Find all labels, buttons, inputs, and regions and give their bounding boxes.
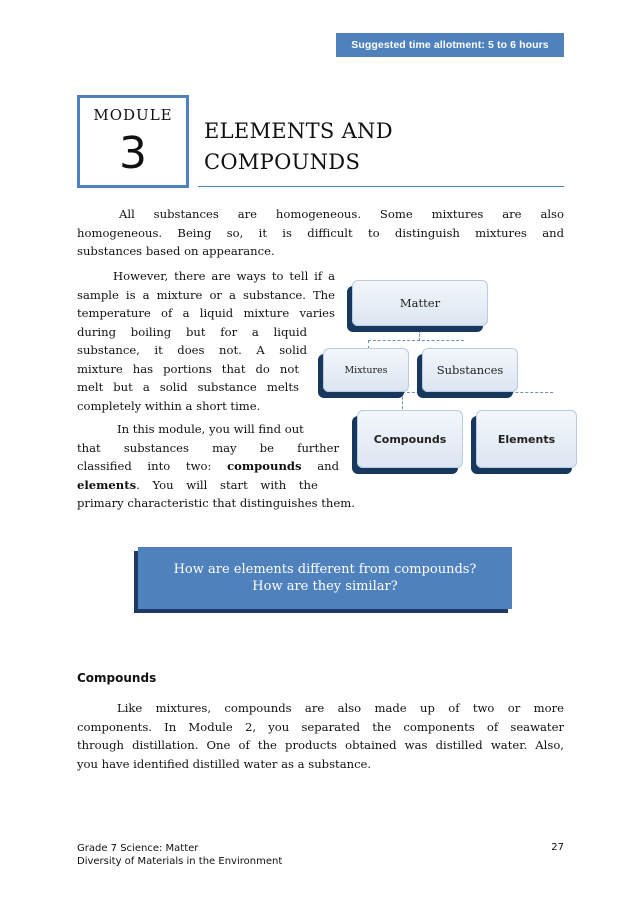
intro-line-2: homogeneous. Being so, it is difficult to distinguish mixtures and: [77, 225, 564, 240]
title-line-2: COMPOUNDS: [204, 150, 361, 174]
module-number: 3: [119, 128, 147, 179]
page-number: 27: [551, 842, 564, 853]
connector-substances-branch: [402, 392, 553, 409]
module-label: MODULE: [93, 106, 173, 124]
para3-line-3: [77, 457, 339, 476]
connector-matter-down: [419, 326, 420, 341]
diagram-box-mixtures: Mixtures: [323, 348, 409, 392]
para3-line-3-and: and: [317, 459, 340, 473]
para3-line-5: primary characteristic that distinguishes them.: [77, 496, 355, 510]
title-underline: [198, 186, 564, 187]
para3-line-2: that substances may be further: [77, 440, 339, 455]
para3-line-4-text: . You will start with the: [136, 477, 318, 492]
term-compounds: compounds: [227, 459, 302, 473]
section-heading-compounds: Compounds: [77, 671, 157, 685]
intro-line-3: substances based on appearance.: [77, 244, 275, 258]
page-footer: [77, 842, 282, 868]
question-line-1: How are elements different from compounds?: [173, 562, 477, 577]
para2-line-1: However, there are ways to tell if a: [113, 269, 335, 283]
question-line-2: How are they similar?: [252, 579, 398, 594]
para2-line-3: temperature of a liquid mixture varies: [77, 306, 335, 320]
term-elements: elements: [77, 477, 137, 492]
diagram-box-elements: Elements: [476, 410, 577, 468]
intro-paragraph: [77, 205, 564, 261]
classification-diagram: [320, 270, 590, 485]
para2-line-2: sample is a mixture or a substance. The: [77, 287, 335, 302]
intro-line-1: All substances are homogeneous. Some mixtures are also: [119, 207, 564, 221]
module-box: [77, 95, 189, 188]
diagram-box-matter: Matter: [352, 280, 488, 326]
guide-question-banner: [138, 547, 512, 609]
para2-line-6: mixture has portions that do not: [77, 361, 299, 376]
diagram-box-substances: Substances: [422, 348, 518, 392]
para4-line-2: components. In Module 2, you separated the components of seawater: [77, 719, 564, 734]
time-allotment-badge: Suggested time allotment: 5 to 6 hours: [336, 33, 564, 57]
paragraph-4: [77, 699, 564, 773]
para3-line-3-text: classified into two:: [77, 459, 212, 473]
title-line-1: ELEMENTS AND: [204, 119, 393, 143]
para2-line-7: melt but a solid substance melts: [77, 380, 299, 394]
page-title: [204, 116, 393, 178]
paragraph-2: [77, 267, 335, 415]
para4-line-1: Like mixtures, compounds are also made up of two or more: [117, 701, 564, 715]
para3-line-4: [77, 476, 339, 495]
para4-line-4: you have identified distilled water as a substance.: [77, 756, 372, 771]
para2-line-5: substance, it does not. A solid: [77, 343, 307, 357]
para2-line-4: during boiling but for a liquid: [77, 324, 307, 339]
para3-line-1: In this module, you will find out: [117, 422, 304, 436]
footer-line-2: Diversity of Materials in the Environment: [77, 856, 283, 867]
para4-line-3: through distillation. One of the products obtained was distilled water. Also,: [77, 738, 564, 752]
paragraph-3: [77, 420, 355, 513]
footer-line-1: Grade 7 Science: Matter: [77, 843, 199, 854]
diagram-box-compounds: Compounds: [357, 410, 463, 468]
para2-line-8: completely within a short time.: [77, 398, 261, 413]
